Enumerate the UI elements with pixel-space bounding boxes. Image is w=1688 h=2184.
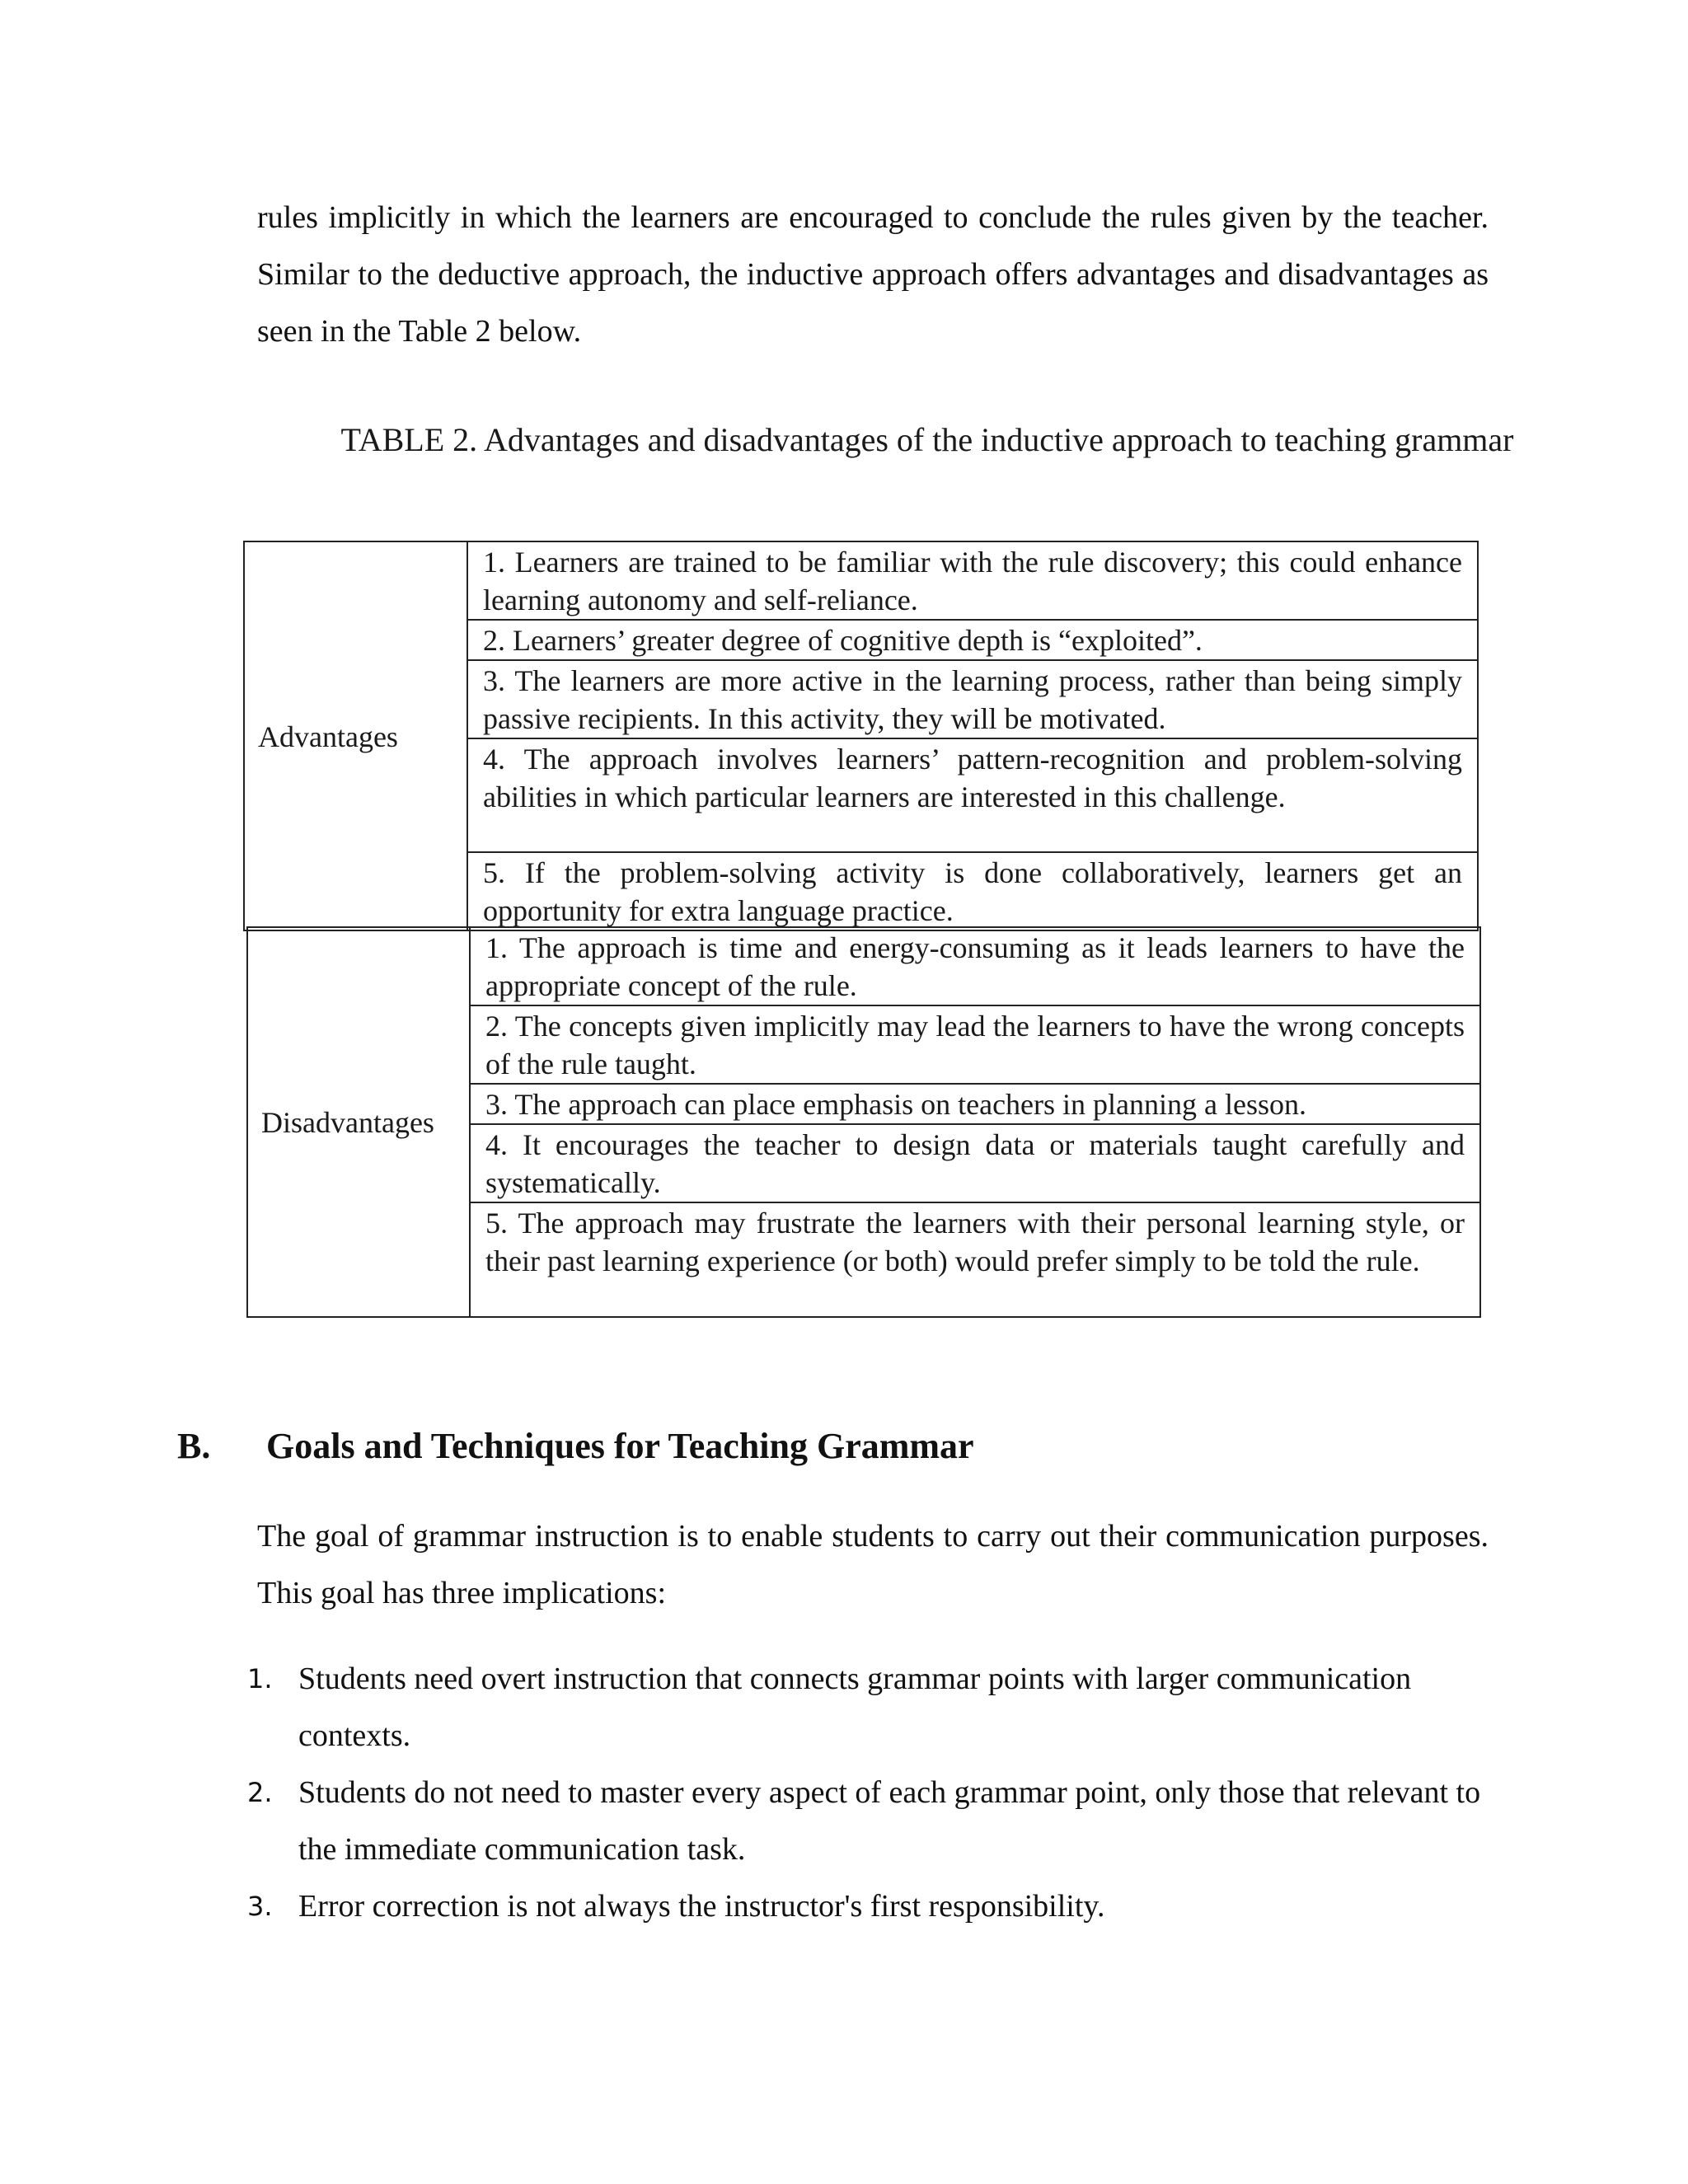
table-caption: TABLE 2. Advantages and disadvantages of the inductive approach to teaching grammar xyxy=(340,421,1514,458)
advantages-label: Advantages xyxy=(244,541,467,930)
advantages-table xyxy=(243,541,1479,931)
list-item xyxy=(247,1651,1489,1765)
disadvantages-table xyxy=(246,926,1481,1318)
disadvantages-label: Disadvantages xyxy=(247,927,470,1317)
intro-paragraph: rules implicitly in which the learners are encouraged to conclude the rules given by the teacher. Similar to the deductive approach, the inductive approach offers advantages and disadvantages as seen in the Table 2 below. xyxy=(257,200,1489,349)
list-item-text: Error correction is not always the instructor's first responsibility. xyxy=(298,1889,1105,1924)
section-letter: B. xyxy=(177,1426,211,1466)
section-title: Goals and Techniques for Teaching Grammar xyxy=(266,1426,974,1466)
advantage-item-4: 4. The approach involves learners’ pattern-recognition and problem-solving abilities in which particular learners are interested in this challenge. xyxy=(467,738,1478,852)
table-row xyxy=(244,541,1478,620)
disadvantage-item-5: 5. The approach may frustrate the learners with their personal learning style, or their past learning experience (or both) would prefer simply to be told the rule. xyxy=(470,1202,1480,1317)
implications-list xyxy=(247,1651,1489,1935)
disadvantage-item-4: 4. It encourages the teacher to design data or materials taught carefully and systematically. xyxy=(470,1124,1480,1202)
disadvantage-item-1: 1. The approach is time and energy-consuming as it leads learners to have the appropriate concept of the rule. xyxy=(470,927,1480,1005)
list-item-number: 1. xyxy=(247,1663,273,1694)
list-item-number: 3. xyxy=(247,1891,273,1922)
list-item xyxy=(247,1765,1489,1878)
goal-paragraph: The goal of grammar instruction is to enable students to carry out their communication purposes. This goal has three implications: xyxy=(257,1519,1489,1610)
list-item-number: 2. xyxy=(247,1777,273,1808)
advantage-item-1: 1. Learners are trained to be familiar with the rule discovery; this could enhance learning autonomy and self-reliance. xyxy=(467,541,1478,620)
advantage-item-3: 3. The learners are more active in the learning process, rather than being simply passive recipients. In this activity, they will be motivated. xyxy=(467,660,1478,738)
disadvantage-item-2: 2. The concepts given implicitly may lead the learners to have the wrong concepts of the rule taught. xyxy=(470,1005,1480,1084)
advantage-item-2: 2. Learners’ greater degree of cognitive depth is “exploited”. xyxy=(467,620,1478,660)
list-item-text: Students need overt instruction that connects grammar points with larger communication contexts. xyxy=(298,1661,1412,1753)
list-item xyxy=(247,1878,1489,1935)
table-row xyxy=(247,927,1480,1005)
disadvantage-item-3: 3. The approach can place emphasis on teachers in planning a lesson. xyxy=(470,1084,1480,1124)
list-item-text: Students do not need to master every aspect of each grammar point, only those that relevant to the immediate communication task. xyxy=(298,1775,1481,1867)
advantage-item-5: 5. If the problem-solving activity is done collaboratively, learners get an opportunity for extra language practice. xyxy=(467,852,1478,930)
